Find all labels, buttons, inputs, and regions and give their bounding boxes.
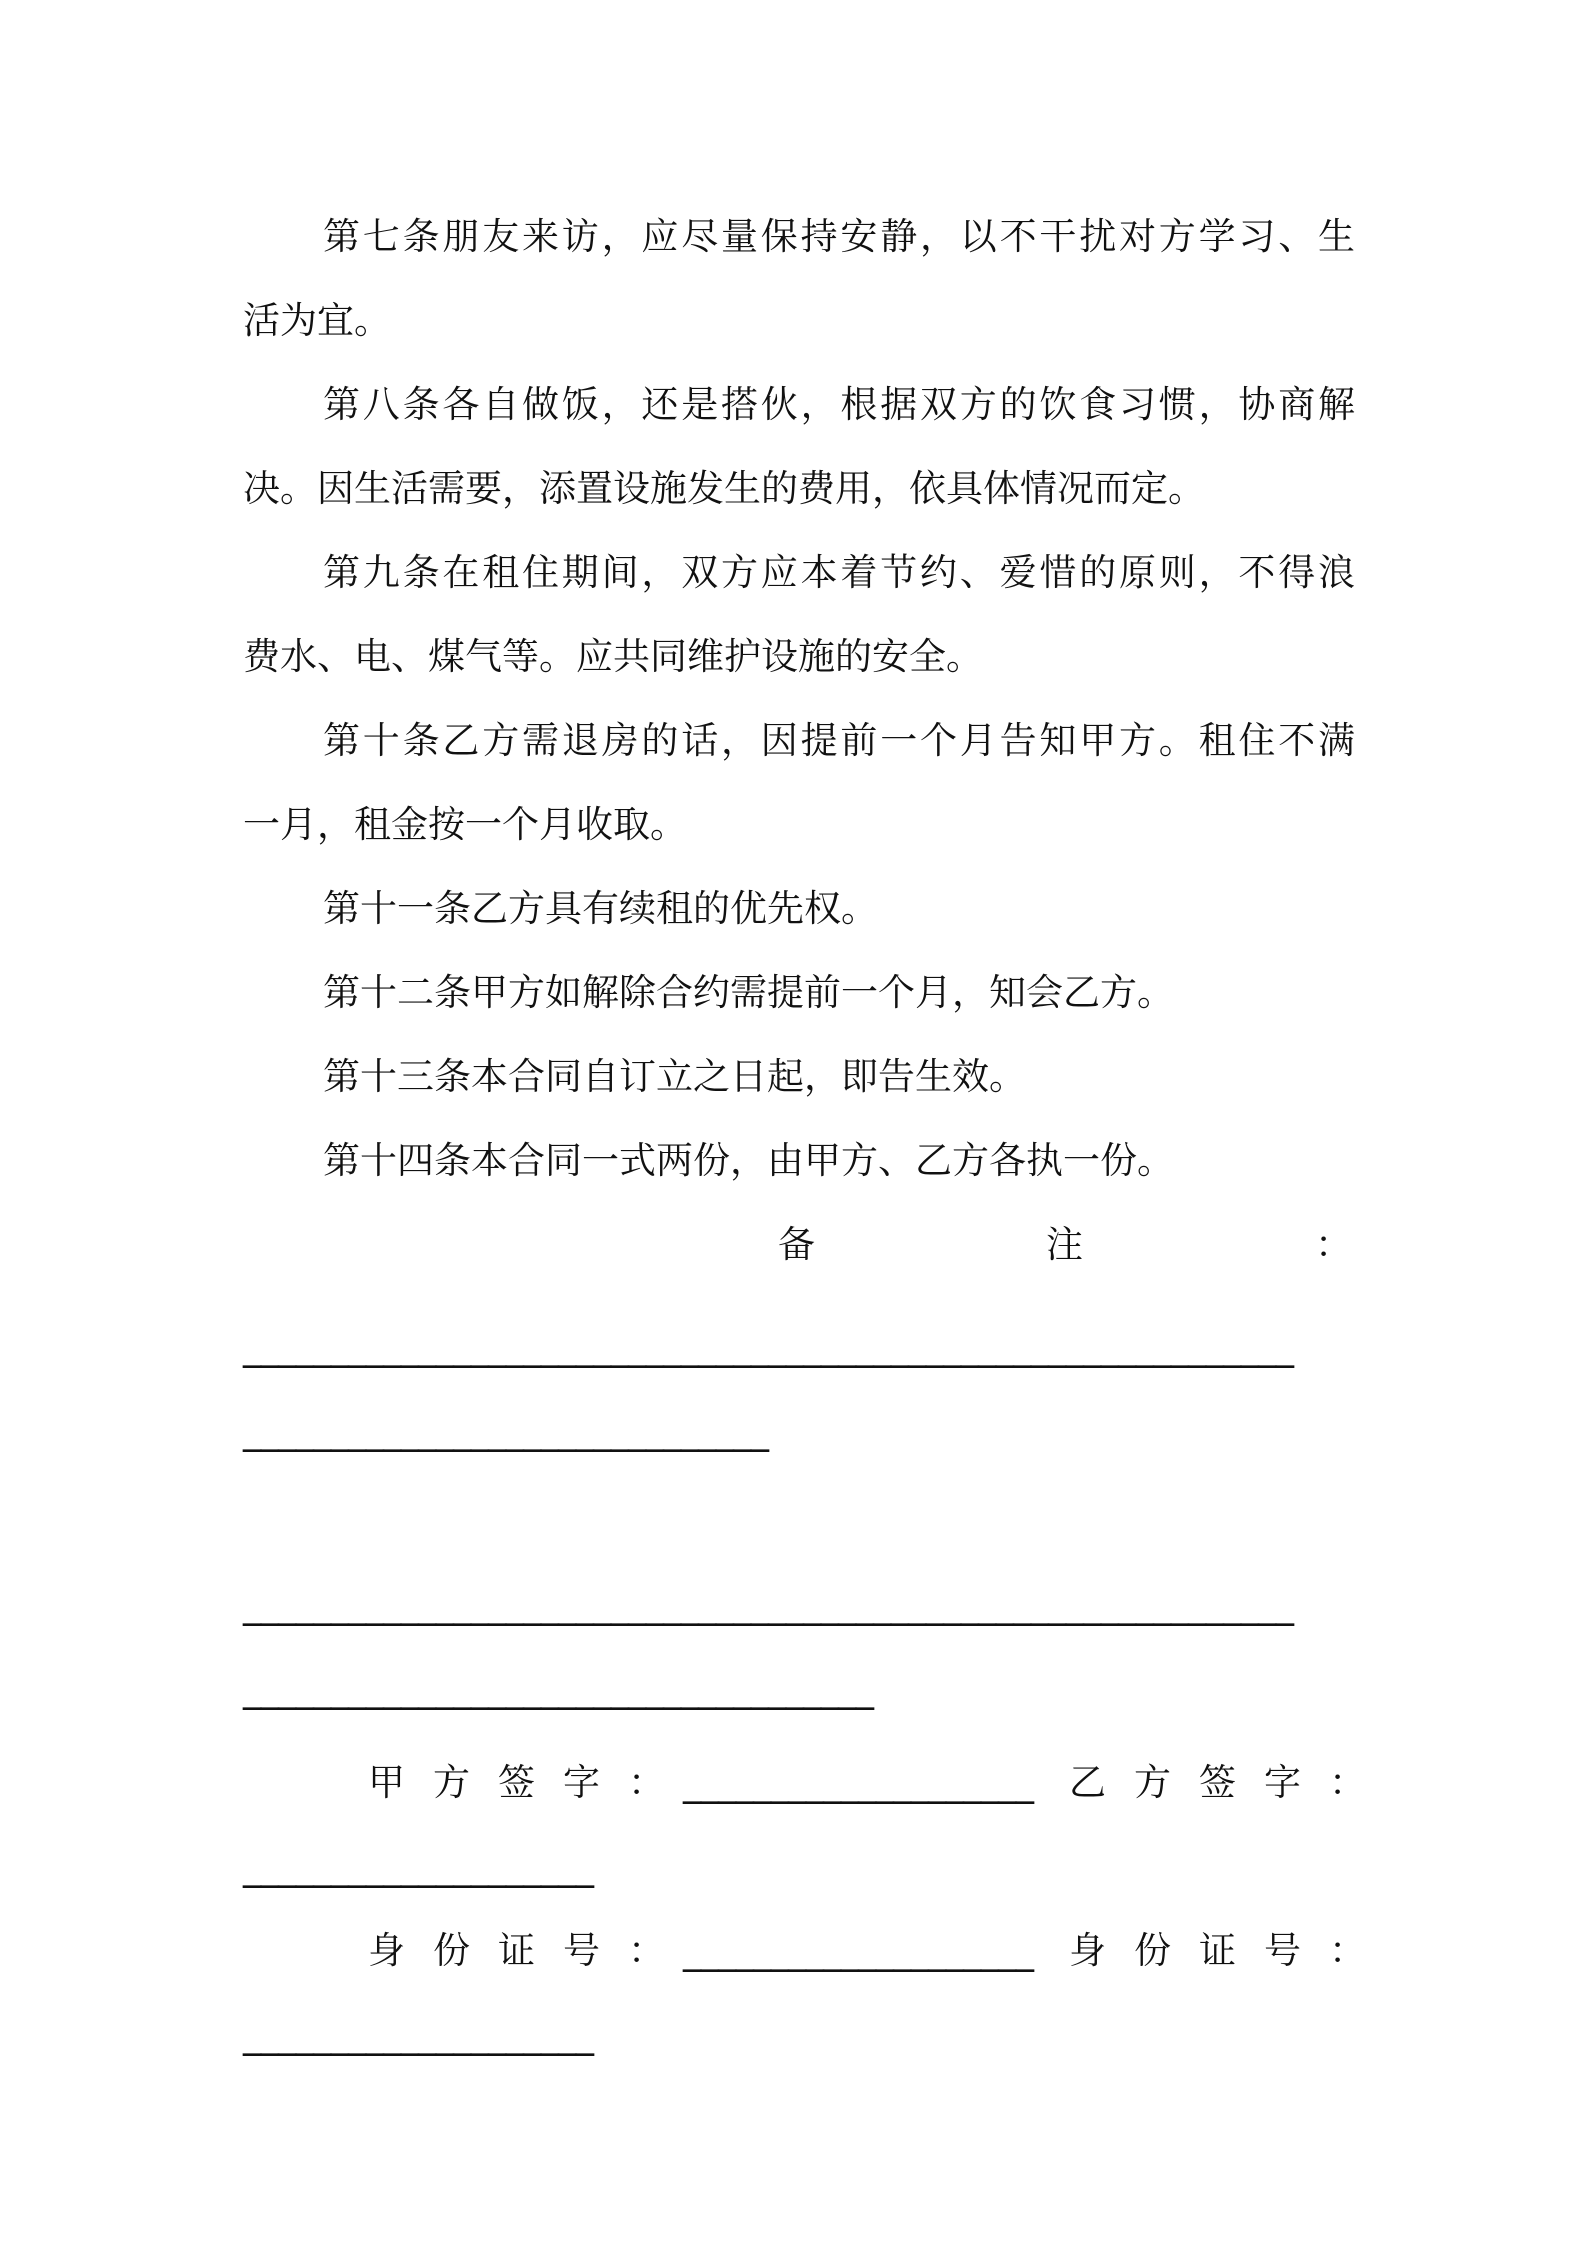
remarks-blank-1-line-2[interactable]: ______________________________ xyxy=(243,1409,768,1452)
signature-row xyxy=(243,1741,1394,1825)
article-8-line-2: 决。因生活需要，添置设施发生的费用，依具体情况而定。 xyxy=(243,467,1205,510)
article-7-line-2: 活为宜。 xyxy=(243,299,391,342)
party-a-id-label: 身份证号： xyxy=(368,1929,693,1972)
remarks-heading xyxy=(243,1203,1355,1287)
party-a-id-blank[interactable]: ____________________ xyxy=(683,1929,1033,1972)
remarks-blank-2-line-1[interactable]: ____________________________________________________________ xyxy=(243,1583,1293,1626)
article-10-line-2: 一月，租金按一个月收取。 xyxy=(243,803,687,846)
contract-page xyxy=(243,195,1394,2077)
party-a-signature-blank[interactable]: ____________________ xyxy=(683,1761,1033,1804)
remarks-colon: ： xyxy=(1315,1223,1352,1266)
party-b-id-blank-row xyxy=(243,1993,1355,2077)
article-14: 第十四条本合同一式两份，由甲方、乙方各执一份。 xyxy=(323,1139,1174,1182)
id-row xyxy=(243,1909,1394,1993)
remarks-blank-2-line-2[interactable]: ____________________________________ xyxy=(243,1667,873,1710)
party-b-id-label: 身份证号： xyxy=(1069,1929,1394,1972)
article-10-line-1: 第十条乙方需退房的话，因提前一个月告知甲方。租住不满 xyxy=(323,719,1355,762)
party-b-id-blank[interactable]: ____________________ xyxy=(243,2013,593,2056)
remarks-char-2: 注 xyxy=(1046,1223,1083,1266)
party-b-signature-label: 乙方签字： xyxy=(1069,1761,1394,1804)
remarks-blank-1-line-1[interactable]: ____________________________________________________________ xyxy=(243,1325,1293,1368)
article-11: 第十一条乙方具有续租的优先权。 xyxy=(323,887,878,930)
article-12: 第十二条甲方如解除合约需提前一个月，知会乙方。 xyxy=(323,971,1174,1014)
article-9-line-1: 第九条在租住期间，双方应本着节约、爱惜的原则，不得浪 xyxy=(323,551,1355,594)
article-7-line-1: 第七条朋友来访，应尽量保持安静，以不干扰对方学习、生 xyxy=(323,215,1355,258)
party-b-signature-blank-row xyxy=(243,1825,1355,1909)
remarks-char-1: 备 xyxy=(778,1223,815,1266)
party-a-signature-label: 甲方签字： xyxy=(368,1761,693,1804)
article-13: 第十三条本合同自订立之日起，即告生效。 xyxy=(323,1055,1026,1098)
article-8-line-1: 第八条各自做饭，还是搭伙，根据双方的饮食习惯，协商解 xyxy=(323,383,1355,426)
article-9-line-2: 费水、电、煤气等。应共同维护设施的安全。 xyxy=(243,635,983,678)
party-b-signature-blank[interactable]: ____________________ xyxy=(243,1845,593,1888)
